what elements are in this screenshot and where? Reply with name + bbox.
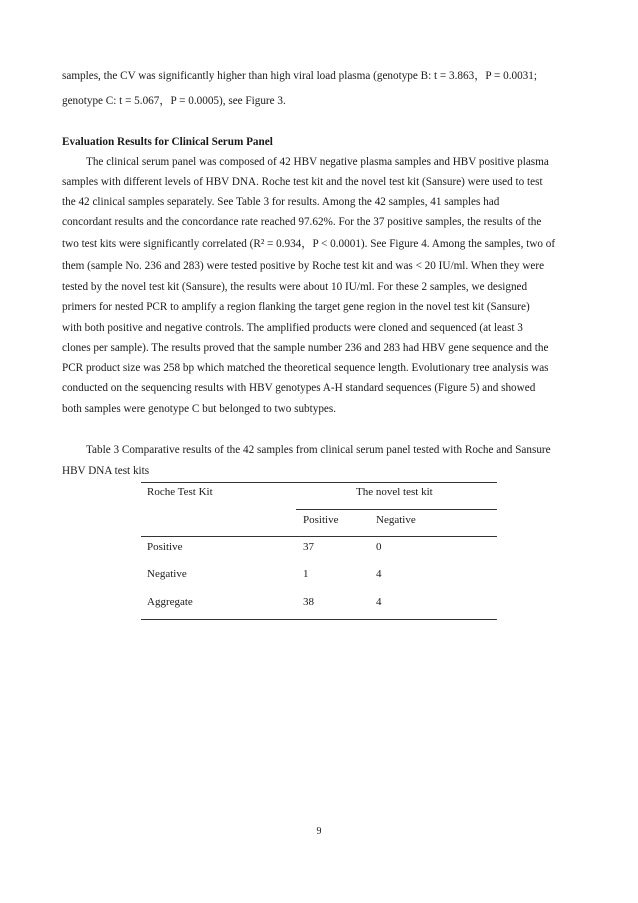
table-group-rule bbox=[296, 509, 497, 510]
section-heading: Evaluation Results for Clinical Serum Panel bbox=[62, 136, 273, 148]
paragraph-line: with both positive and negative controls. The amplified products were cloned and sequenced (at least 3 bbox=[62, 322, 523, 334]
page-number: 9 bbox=[316, 826, 322, 837]
paragraph-line: them (sample No. 236 and 283) were tested positive by Roche test kit and was < 20 IU/ml. When they were bbox=[62, 260, 545, 272]
paragraph-line: concordant results and the concordance rate reached 97.62%. For the 37 positive samples, the results of the bbox=[62, 216, 542, 228]
table-cell: 37 bbox=[303, 541, 314, 553]
paragraph-line: tested by the novel test kit (Sansure), the results were about 10 IU/ml. For these 2 samples, we designed bbox=[62, 281, 528, 293]
paragraph-line: samples with different levels of HBV DNA. Roche test kit and the novel test kit (Sansure) were used to test bbox=[62, 176, 543, 188]
table-cell: 4 bbox=[376, 568, 382, 580]
table-caption-continued: HBV DNA test kits bbox=[62, 465, 150, 477]
table-top-rule bbox=[141, 482, 497, 483]
table-row-label: Negative bbox=[147, 568, 187, 580]
body-line: samples, the CV was significantly higher than high viral load plasma (genotype B: t = 3.863，P = 0.0031; bbox=[62, 70, 537, 82]
table-row-label: Positive bbox=[147, 541, 183, 553]
table-header-novel: The novel test kit bbox=[356, 486, 433, 498]
table-row-label: Aggregate bbox=[147, 596, 193, 608]
paragraph-line: both samples were genotype C but belonged to two subtypes. bbox=[62, 403, 337, 415]
paragraph-line: clones per sample). The results proved that the sample number 236 and 283 had HBV gene sequence and the bbox=[62, 342, 549, 354]
table-bottom-rule bbox=[141, 619, 497, 620]
table-cell: 0 bbox=[376, 541, 382, 553]
paragraph-line: conducted on the sequencing results with HBV genotypes A-H standard sequences (Figure 5) and showed bbox=[62, 382, 536, 394]
table-cell: 38 bbox=[303, 596, 314, 608]
paragraph-line: two test kits were significantly correlated (R² = 0.934，P < 0.0001). See Figure 4. Among the samples, two of bbox=[62, 238, 556, 250]
table-subheader-negative: Negative bbox=[376, 514, 416, 526]
paragraph-line: The clinical serum panel was composed of 42 HBV negative plasma samples and HBV positive plasma bbox=[86, 156, 549, 168]
paragraph-line: primers for nested PCR to amplify a region flanking the target gene region in the novel test kit (Sansure) bbox=[62, 301, 530, 313]
table-header-rule bbox=[141, 536, 497, 537]
body-line: genotype C: t = 5.067，P = 0.0005), see Figure 3. bbox=[62, 95, 286, 107]
table-header-roche: Roche Test Kit bbox=[147, 486, 213, 498]
table-cell: 1 bbox=[303, 568, 309, 580]
paragraph-line: the 42 clinical samples separately. See Table 3 for results. Among the 42 samples, 41 samples had bbox=[62, 196, 500, 208]
table-cell: 4 bbox=[376, 596, 382, 608]
paragraph-line: PCR product size was 258 bp which matched the theoretical sequence length. Evolutionary tree analysis was bbox=[62, 362, 549, 374]
table-caption: Table 3 Comparative results of the 42 samples from clinical serum panel tested with Roche and Sansure bbox=[86, 444, 551, 456]
table-subheader-positive: Positive bbox=[303, 514, 339, 526]
